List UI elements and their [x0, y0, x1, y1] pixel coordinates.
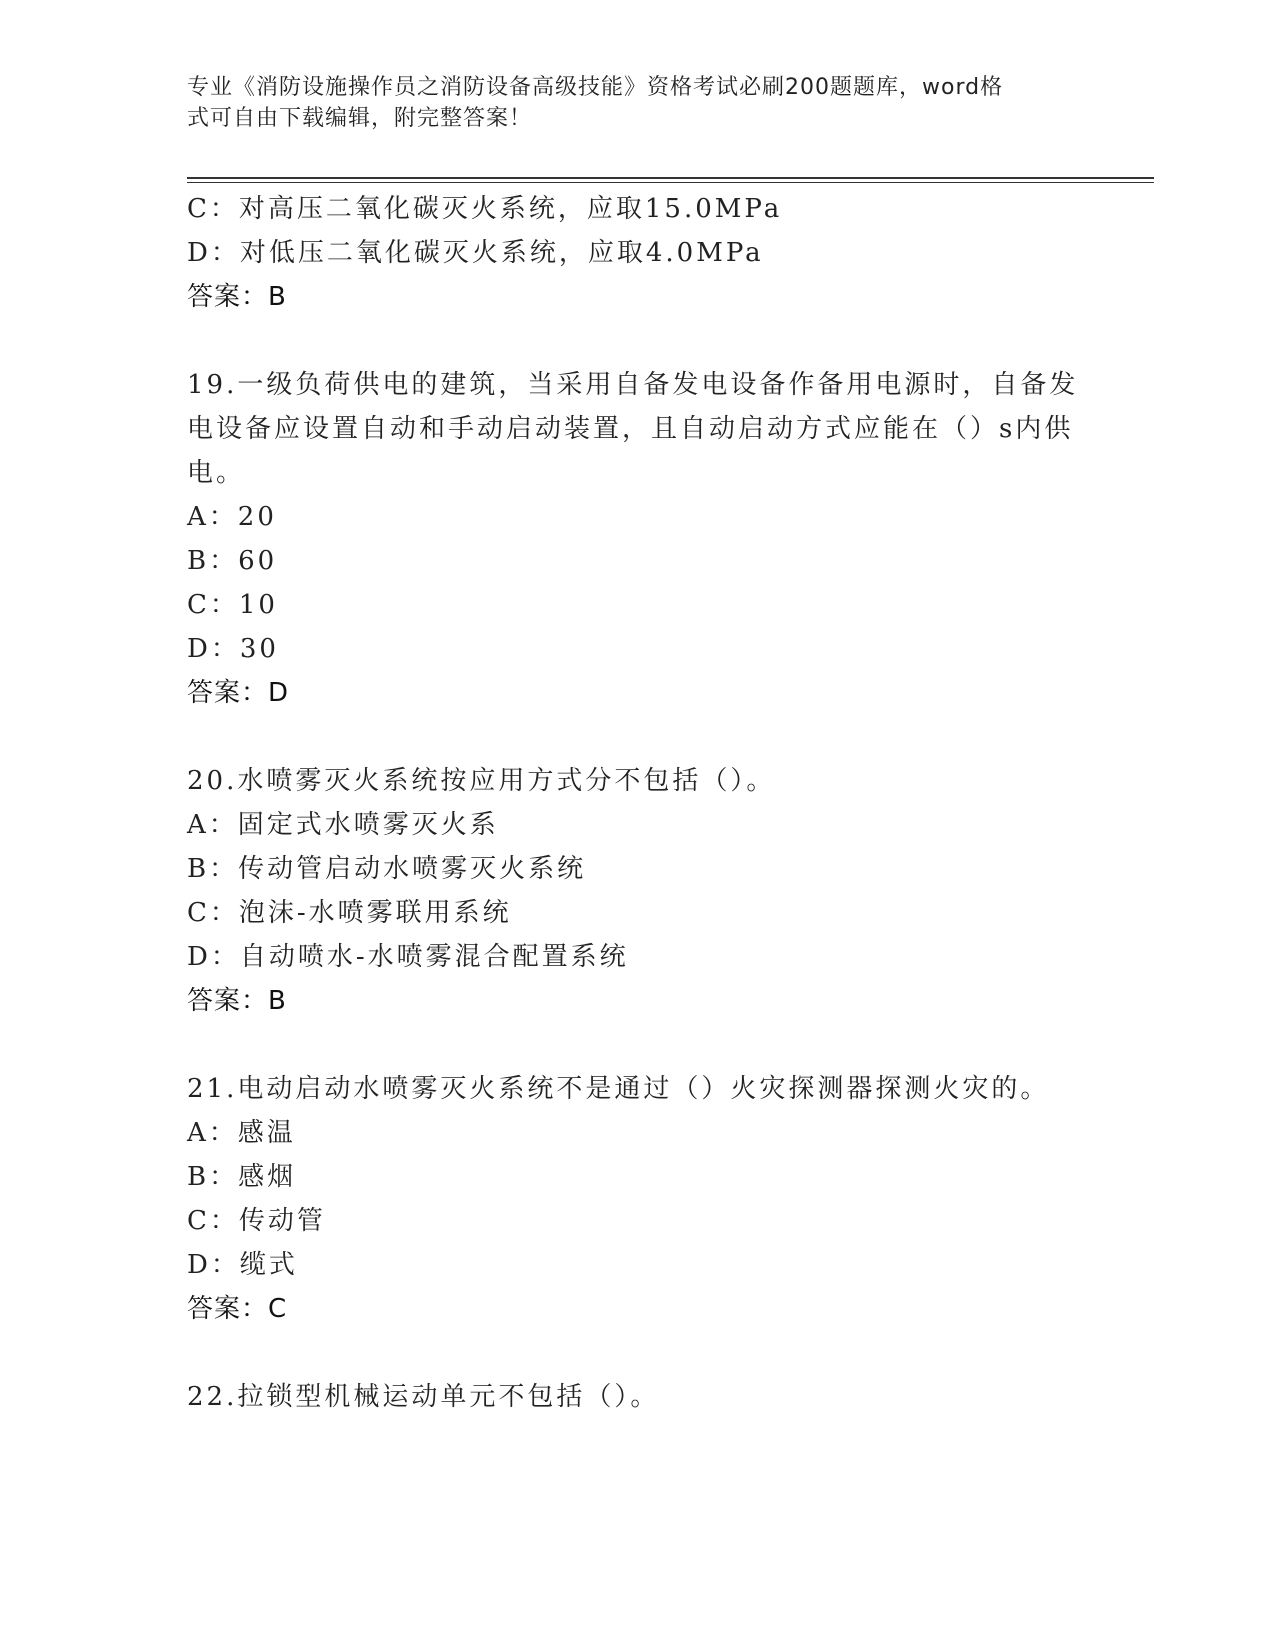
q19-option-b: B：60 [187, 546, 278, 576]
document-header [187, 72, 1067, 134]
header-line-2: 式可自由下载编辑，附完整答案！ [187, 106, 533, 131]
q20-stem: 20.水喷雾灭火系统按应用方式分不包括（）。 [187, 766, 776, 796]
q19-stem-line-2: 电设备应设置自动和手动启动装置，且自动启动方式应能在（）s内供 [187, 414, 1074, 444]
q19-stem-line-1: 19.一级负荷供电的建筑，当采用自备发电设备作备用电源时，自备发 [187, 370, 1079, 400]
q18-answer: 答案：B [187, 282, 287, 312]
q22-stem: 22.拉锁型机械运动单元不包括（）。 [187, 1382, 660, 1412]
q19-option-d: D：30 [187, 634, 279, 664]
q18-option-d: D：对低压二氧化碳灭火系统，应取4.0MPa [187, 238, 764, 268]
q21-answer: 答案：C [187, 1294, 288, 1324]
header-divider-thin [187, 182, 1154, 183]
q19-answer: 答案：D [187, 678, 290, 708]
q20-option-b: B：传动管启动水喷雾灭火系统 [187, 854, 587, 884]
q20-option-a: A：固定式水喷雾灭火系 [187, 810, 499, 840]
q21-option-d: D：缆式 [187, 1250, 298, 1280]
q21-option-a: A：感温 [187, 1118, 296, 1148]
q21-stem: 21.电动启动水喷雾灭火系统不是通过（）火灾探测器探测火灾的。 [187, 1074, 1050, 1104]
q18-option-c: C：对高压二氧化碳灭火系统，应取15.0MPa [187, 194, 783, 224]
q21-option-b: B：感烟 [187, 1162, 297, 1192]
header-divider-thick [187, 177, 1154, 179]
q19-option-c: C：10 [187, 590, 278, 620]
q19-option-a: A：20 [187, 502, 277, 532]
q20-answer: 答案：B [187, 986, 287, 1016]
q19-stem-line-3: 电。 [187, 458, 246, 488]
q20-option-d: D：自动喷水-水喷雾混合配置系统 [187, 942, 629, 972]
q21-option-c: C：传动管 [187, 1206, 326, 1236]
header-line-1: 专业《消防设施操作员之消防设备高级技能》资格考试必刷200题题库，word格 [187, 75, 1004, 100]
q20-option-c: C：泡沫-水喷雾联用系统 [187, 898, 512, 928]
